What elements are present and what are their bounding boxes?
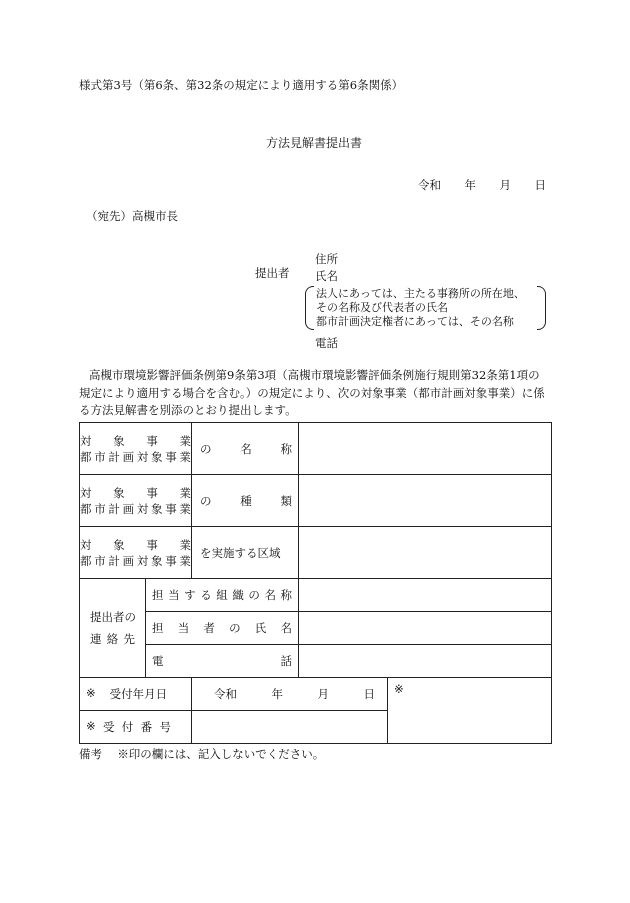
submitter-note-line: その名称及び代表者の氏名: [316, 301, 448, 314]
phone-char: 話: [326, 336, 338, 350]
type-suffix: の 種 類: [200, 493, 292, 508]
footnote: [79, 749, 324, 761]
receipt-number-label: ※ 受 付 番 号: [86, 719, 171, 734]
project-info-table: [79, 422, 552, 744]
project-label-cell: [80, 423, 192, 475]
person-name-label-cell: [146, 612, 299, 645]
receipt-number-label-cell: [80, 711, 192, 744]
area-suffix: を実施する区域: [200, 545, 281, 560]
receipt-number-value[interactable]: [192, 711, 388, 744]
row-contact-org: [80, 579, 552, 612]
phone-label: 電 話: [152, 654, 292, 668]
address-char: 所: [326, 252, 338, 266]
person-name-label: 担 当 者 の 氏 名: [152, 621, 292, 635]
name-suffix-cell: [192, 423, 299, 475]
project-label-line2: 都 市 計 画 対 象 事 業: [80, 553, 191, 568]
note-bracket-right: [537, 286, 546, 330]
org-name-label: 担 当 す る 組 織 の 名 称: [152, 588, 292, 602]
submitter-phone-label: [315, 335, 336, 351]
area-suffix-cell: [192, 527, 299, 579]
row-project-type: [80, 475, 552, 527]
phone-label-cell: [146, 645, 299, 678]
body-text: 高槻市環境影響評価条例第9条第3項（高槻市環境影響評価条例施行規則第32条第1項の規定により適用する場合を含む。）の規定により、次の対象事業（都市計画対象事業）に係る方法見解書を別添のとおり提出します。: [79, 368, 545, 417]
name-char: 氏: [315, 269, 327, 283]
document-title: 方法見解書提出書: [266, 136, 363, 150]
addressee: （宛先）高槻市長: [86, 209, 178, 223]
receipt-date-label: ※ 受付年月日: [86, 686, 168, 701]
phone-char: 電: [315, 336, 327, 350]
date-year: 年: [464, 178, 476, 192]
footnote-label: 備考: [79, 747, 102, 761]
submitter-note-line: 都市計画決定権者にあっては、その名称: [316, 315, 514, 328]
row-receipt-date: [80, 678, 552, 711]
project-name-value[interactable]: [299, 423, 552, 475]
contact-label-cell: [80, 579, 146, 678]
org-name-value[interactable]: [299, 579, 552, 612]
name-suffix: の 名 称: [200, 441, 292, 456]
project-label-cell: [80, 475, 192, 527]
phone-value[interactable]: [299, 645, 552, 678]
receipt-date-value-cell: [192, 678, 388, 711]
date-era: 令和: [418, 178, 441, 192]
form-number: 様式第3号（第6条、第32条の規定により適用する第6条関係）: [79, 78, 404, 92]
remark-mark: ※: [394, 682, 404, 696]
contact-label-line1: 提 出 者 の: [90, 610, 136, 624]
type-suffix-cell: [192, 475, 299, 527]
row-project-name: [80, 423, 552, 475]
receipt-date-label-cell: [80, 678, 192, 711]
date-month: 月: [499, 178, 511, 192]
row-contact-person: [80, 612, 552, 645]
project-label-line2: 都 市 計 画 対 象 事 業: [80, 449, 191, 464]
project-area-value[interactable]: [299, 527, 552, 579]
submission-date: [418, 177, 546, 193]
project-label-line2: 都 市 計 画 対 象 事 業: [80, 501, 191, 516]
note-bracket-left: [305, 286, 314, 330]
project-label-line1: 対 象 事 業: [80, 433, 191, 448]
date-day: 日: [534, 178, 546, 192]
submitter-name-label: [315, 268, 336, 284]
receipt-date-value: 令和 年 月 日: [214, 687, 375, 701]
submitter-note-line: 法人にあっては、主たる事務所の所在地、: [316, 287, 525, 300]
name-char: 名: [326, 269, 338, 283]
submitter-label: 提出者: [255, 266, 290, 280]
footnote-text: ※印の欄には、記入しないでください。: [117, 747, 325, 761]
person-name-value[interactable]: [299, 612, 552, 645]
row-project-area: [80, 527, 552, 579]
org-name-label-cell: [146, 579, 299, 612]
submitter-address-label: [315, 251, 336, 267]
remarks-cell: [388, 678, 552, 744]
project-type-value[interactable]: [299, 475, 552, 527]
project-label-line1: 対 象 事 業: [80, 485, 191, 500]
row-contact-phone: [80, 645, 552, 678]
address-char: 住: [315, 252, 327, 266]
project-label-line1: 対 象 事 業: [80, 537, 191, 552]
project-label-cell: [80, 527, 192, 579]
contact-label-line2: 連 絡 先: [90, 632, 135, 646]
